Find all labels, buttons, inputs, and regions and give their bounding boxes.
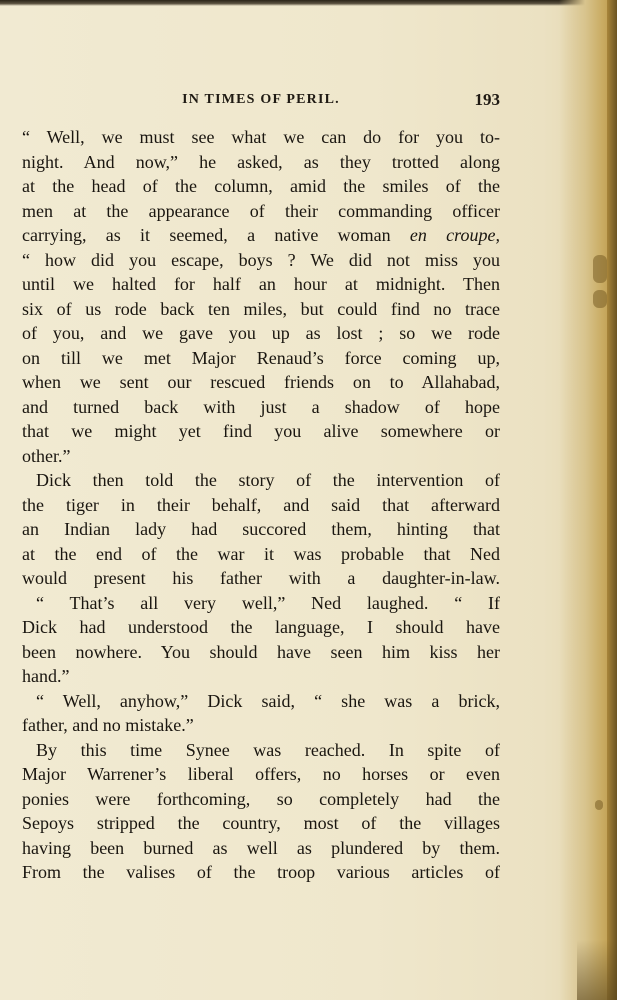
text-line: “ That’s all very well,” Ned laughed. “ If (36, 592, 500, 613)
text-line: Dick had understood the language, I should have (22, 617, 500, 637)
text-line: until we halted for half an hour at midnight. Then (22, 274, 500, 294)
text-line: and turned back with just a shadow of hope (22, 396, 500, 417)
text-line: “ Well, anyhow,” Dick said, “ she was a brick, (36, 690, 500, 711)
page-top-edge (0, 0, 617, 6)
body-text (22, 125, 500, 885)
text-line: an Indian lady had succored them, hinting that (22, 519, 500, 539)
text-line: six of us rode back ten miles, but could find no trace (22, 298, 500, 319)
text-line: ponies were forthcoming, so completely had the (22, 788, 500, 809)
stain-spot (593, 290, 607, 308)
text-line: From the valises of the troop various articles of (22, 862, 500, 882)
text-line: night. And now,” he asked, as they trotted along (22, 151, 500, 172)
text-line: on till we met Major Renaud’s force coming up, (22, 347, 500, 368)
text-line: “ Well, we must see what we can do for you to- (22, 127, 500, 147)
page-number: 193 (474, 90, 500, 109)
text-line: having been burned as well as plundered by them. (22, 837, 500, 858)
text-line: that we might yet find you alive somewhere or (22, 421, 500, 441)
text-line: hand.” (22, 666, 70, 686)
text-line: at the head of the column, amid the smiles of the (22, 176, 500, 196)
text-line: been nowhere. You should have seen him kiss her (22, 641, 500, 662)
stain-spot (593, 255, 607, 283)
text-line: other.” (22, 445, 71, 466)
text-line: Major Warrener’s liberal offers, no horses or even (22, 764, 500, 784)
page-edge-shadow (607, 0, 617, 1000)
running-head (22, 88, 500, 112)
text-line: men at the appearance of their commanding officer (22, 200, 500, 221)
stain-spot (595, 800, 603, 810)
text-line: father, and no mistake.” (22, 715, 194, 735)
text-line: when we sent our rescued friends on to Allahabad, (22, 372, 500, 392)
text-line: By this time Synee was reached. In spite of (36, 739, 500, 760)
running-head-title: IN TIMES OF PERIL. (182, 92, 340, 107)
page-bottom-stain (577, 940, 617, 1000)
text-line: Dick then told the story of the intervention of (36, 470, 500, 490)
text-line: Sepoys stripped the country, most of the villages (22, 813, 500, 833)
text-line-segment: carrying, as it seemed, a native woman (22, 225, 410, 245)
text-line: “ how did you escape, boys ? We did not miss you (22, 249, 500, 270)
italic-phrase: en croupe, (409, 225, 500, 245)
text-line-with-italic (22, 223, 500, 248)
text-line: at the end of the war it was probable that Ned (22, 543, 500, 564)
text-line: the tiger in their behalf, and said that afterward (22, 494, 500, 515)
text-line: would present his father with a daughter-in-law. (22, 568, 500, 588)
text-line: of you, and we gave you up as lost ; so we rode (22, 323, 500, 343)
